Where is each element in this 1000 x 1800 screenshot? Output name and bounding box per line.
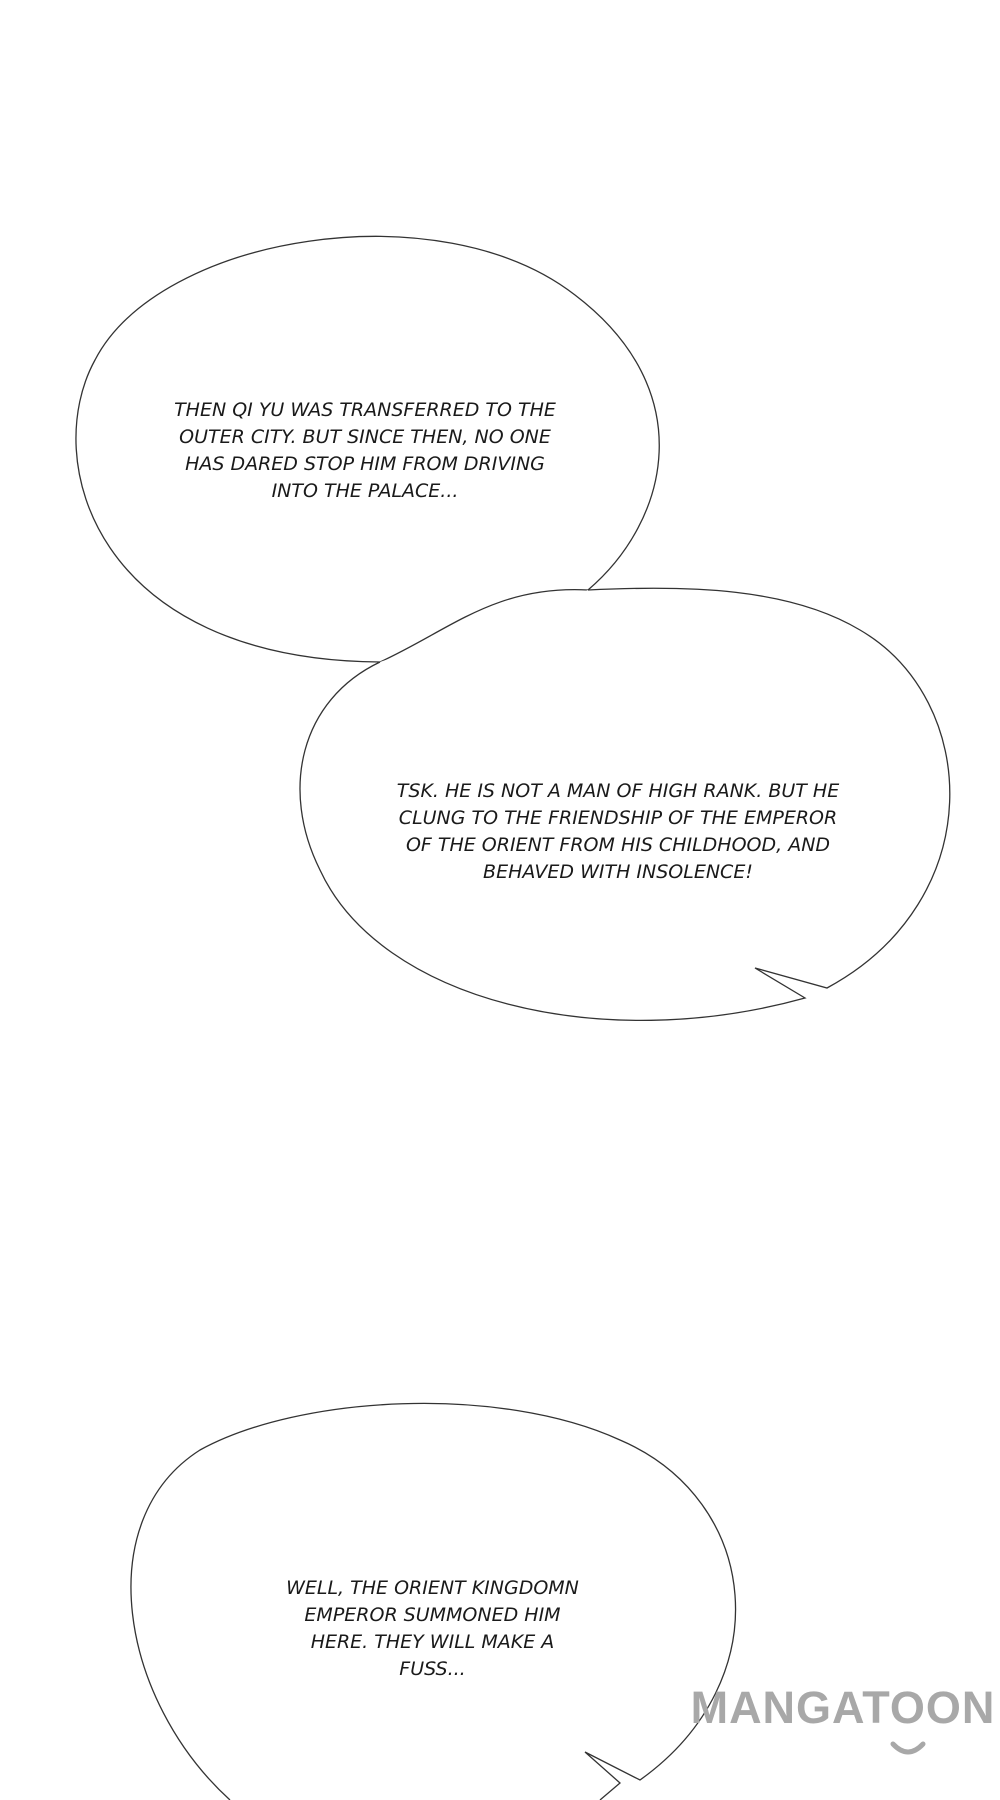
mangatoon-watermark <box>690 1682 996 1772</box>
speech-bubble-3-text: WELL, THE ORIENT KINGDOMN EMPEROR SUMMONED HIM HERE. THEY WILL MAKE A FUSS... <box>286 1577 579 1680</box>
speech-bubble-1-text: THEN QI YU WAS TRANSFERRED TO THE OUTER CITY. BUT SINCE THEN, NO ONE HAS DARED STOP HIM FROM DRIVING INTO THE PALACE... <box>174 399 556 502</box>
watermark-text: MANGATOON <box>690 1682 996 1733</box>
speech-bubble-2-text: TSK. HE IS NOT A MAN OF HIGH RANK. BUT HE CLUNG TO THE FRIENDSHIP OF THE EMPEROR OF THE ORIENT FROM HIS CHILDHOOD, AND BEHAVED WITH INSOLENCE! <box>396 780 840 883</box>
smile-icon <box>690 1682 996 1772</box>
